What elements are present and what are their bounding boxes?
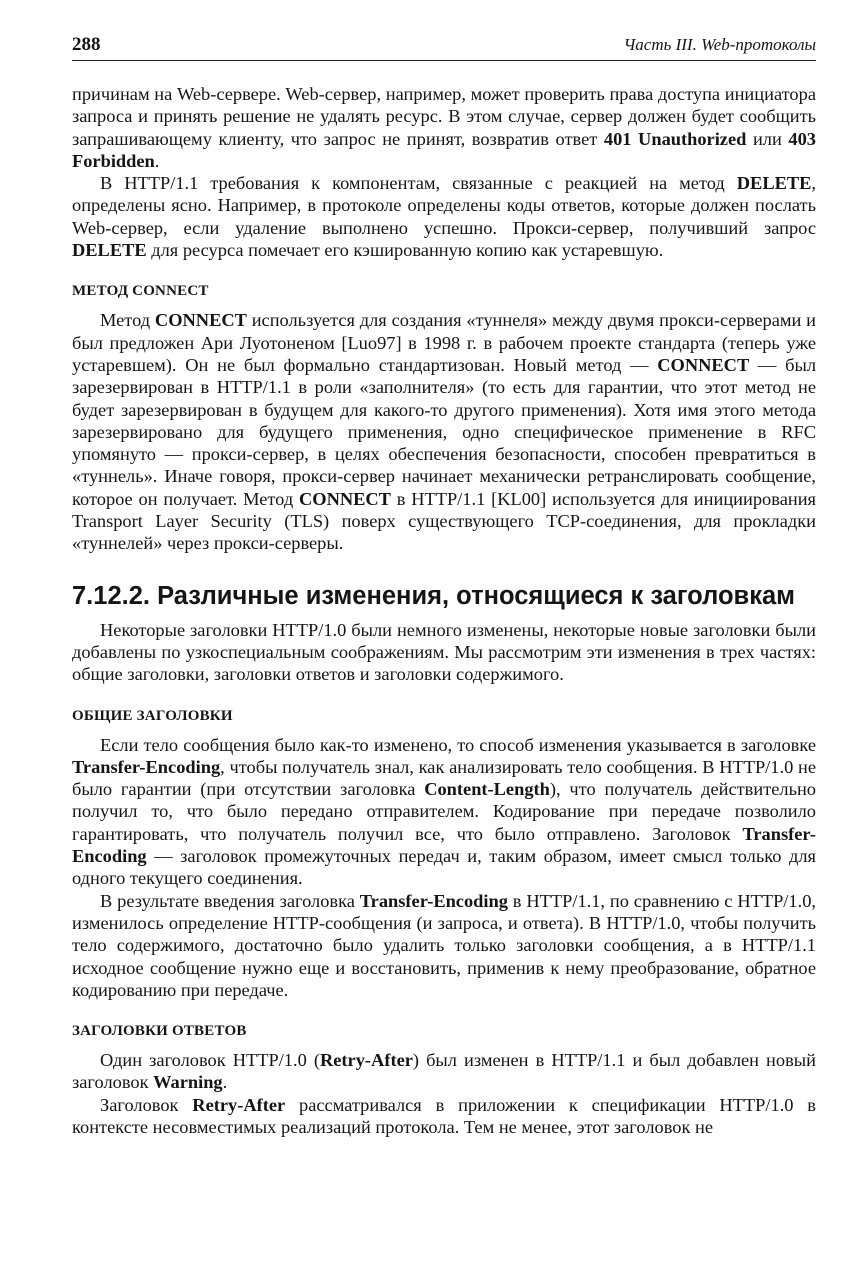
text-run: ) был изменен в HTTP/1.1 и был добавлен новый заголовок [72, 1050, 816, 1093]
text-run: Если тело сообщения было как-то изменено, то способ изменения указывается в заголовке [100, 734, 816, 755]
paragraph [72, 172, 816, 261]
text-run: в HTTP/1.1 [KL00] используется для инициирования Transport Layer Security (TLS) поверх существующего TCP-соединения, для прокладки «туннелей» через прокси-серверы. [72, 488, 816, 554]
subsection-heading: ЗАГОЛОВКИ ОТВЕТОВ [72, 1023, 247, 1040]
text-run: используется для создания «туннеля» между двумя прокси-серверами и был предложен Ари Луотоненом [Luo97] в 1998 г. в рабочем проекте стандарта (теперь уже устаревшем). Он не был формально стандартизован. Новый метод — [72, 310, 817, 375]
text-run: . [154, 150, 160, 171]
text-run: — заголовок промежуточных передач и, таким образом, имеет смысл только для одного текущего соединения. [72, 846, 816, 889]
bold-term: CONNECT [298, 488, 391, 509]
text-run: В HTTP/1.1 требования к компонентам, связанные с реакцией на метод [100, 173, 737, 194]
text-run: , чтобы получатель знал, как анализировать тело сообщения. В HTTP/1.0 не было гарантии (при отсутствии заголовка [72, 756, 816, 800]
paragraph [72, 734, 816, 890]
paragraph [72, 890, 816, 1001]
text-run: рассматривался в приложении к спецификации HTTP/1.0 в контексте несовместимых реализаций протокола. Тем не менее, этот заголовок не [72, 1094, 816, 1137]
bold-term: 403 Forbidden [72, 128, 816, 171]
paragraph [72, 619, 816, 686]
bold-term: Content-Length [424, 779, 550, 800]
running-title: Часть III. Web-протоколы [623, 35, 816, 54]
text-run: — был зарезервирован в HTTP/1.1 в роли «заполнителя» (то есть для гарантии, что этот метод не будет зарезервирован в будущем для какого-то другого применения). Хотя имя этого метода зарезервировано для будущего применения, одно специфическое применение в RFC упомянуто — прокси-сервер, в целях обеспечения безопасности, способен превратиться в «туннель». Иначе говоря, прокси-сервер начинает механически ретранслировать сообщение, которое он получает. Метод [72, 354, 816, 509]
bold-term: DELETE [736, 173, 812, 194]
paragraph [72, 1094, 816, 1139]
subsection-heading: МЕТОД CONNECT [72, 283, 209, 300]
bold-term: 401 Unauthorized [603, 128, 747, 149]
running-header [72, 32, 816, 61]
bold-term: DELETE [72, 240, 147, 261]
section-heading: 7.12.2. Различные изменения, относящиеся к заголовкам [72, 581, 796, 610]
bold-term: Transfer-Encoding [72, 823, 816, 867]
text-run: Метод [100, 310, 155, 331]
bold-term: Transfer-Encoding [72, 756, 221, 777]
paragraph [72, 1049, 816, 1094]
text-run: или [746, 128, 789, 149]
text-run: . [222, 1072, 228, 1093]
text-run: Заголовок [100, 1094, 193, 1115]
page-body [72, 83, 816, 1138]
text-run: В результате введения заголовка [100, 890, 360, 911]
bold-term: CONNECT [154, 310, 247, 331]
paragraph [72, 309, 816, 554]
text-run: Один заголовок HTTP/1.0 ( [100, 1050, 320, 1071]
paragraph [72, 83, 816, 172]
text-run: ), что получатель действительно получил то, что было передано отправителем. Кодирование при передаче позволило гарантировать, что получатель получил все, что было отправлено. Заголовок [72, 779, 816, 844]
page-number: 288 [72, 34, 101, 55]
text-run: причинам на Web-сервере. Web-сервер, например, может проверить права доступа инициатора запроса и принять решение не удалять ресурс. В этом случае, сервер должен будет сообщить запрашивающему клиенту, что запрос не принят, возвратив ответ [72, 84, 816, 149]
bold-term: Warning [153, 1072, 223, 1093]
bold-term: Retry-After [319, 1050, 413, 1071]
subsection-heading: ОБЩИЕ ЗАГОЛОВКИ [72, 707, 233, 724]
bold-term: Transfer-Encoding [359, 890, 508, 911]
bold-term: Retry-After [192, 1094, 286, 1115]
text-run: для ресурса помечает его кэшированную копию как устаревшую. [146, 240, 664, 261]
bold-term: CONNECT [657, 354, 750, 375]
text-run: в HTTP/1.1, по сравнению с HTTP/1.0, изменилось определение HTTP-сообщения (и запроса, и ответа). В HTTP/1.0, чтобы получить тело содержимого, достаточно было удалить только заголовки сообщения, а в HTTP/1.1 исходное сообщение нужно еще и восстановить, применив к нему преобразование, обратное кодированию при передаче. [72, 890, 816, 1000]
text-run: , определены ясно. Например, в протоколе определены коды ответов, которые должен послать Web-сервер, если удаление выполнено успешно. Прокси-сервер, получивший запрос [72, 173, 816, 238]
book-page [72, 32, 816, 1138]
text-run: Некоторые заголовки HTTP/1.0 были немного изменены, некоторые новые заголовки были добавлены по узкоспециальным соображениям. Мы рассмотрим эти изменения в трех частях: общие заголовки, заголовки ответов и заголовки содержимого. [72, 619, 816, 685]
